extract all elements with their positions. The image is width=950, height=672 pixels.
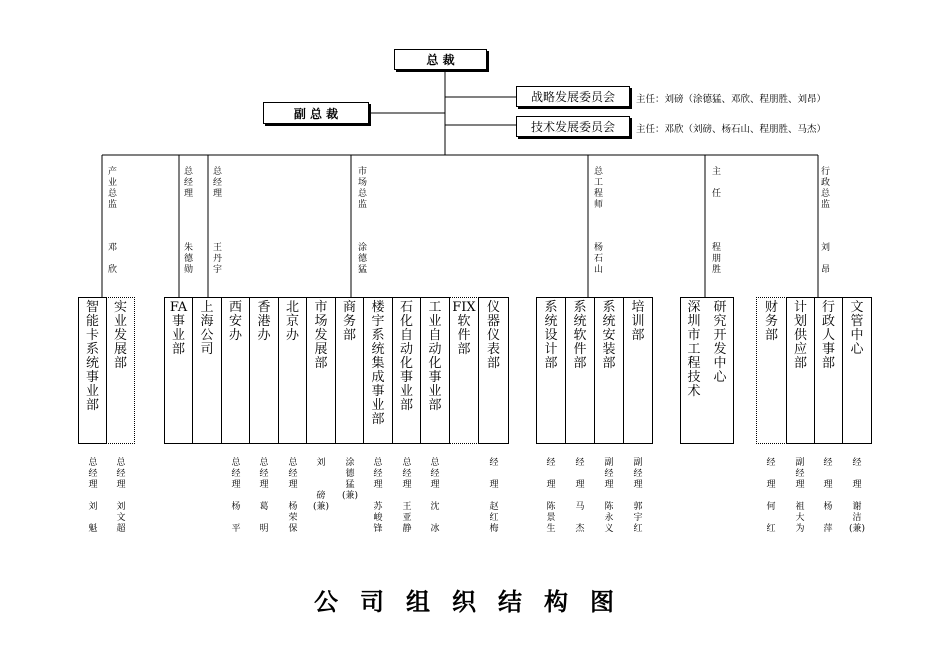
mgr-xian: 总 经 理 杨 平 <box>231 458 241 534</box>
dept-system-design <box>536 297 566 444</box>
dept-label: 文 管 中 心 <box>850 300 864 357</box>
exec-name-gm-2: 王 丹 宇 <box>213 243 223 275</box>
exec-name-gm-1: 朱 德 勋 <box>184 243 194 275</box>
mgr-instruments: 经 理 赵 红 梅 <box>489 458 499 534</box>
vp-label: 副 总 裁 <box>293 106 339 121</box>
dept-admin-hr <box>814 297 843 444</box>
mgr-beijing: 总 经 理 杨 荣 保 <box>288 458 298 534</box>
dept-label: 商 务 部 <box>342 300 356 343</box>
dept-finance <box>756 297 787 444</box>
mgr-system-design: 经 理 陈 景 生 <box>546 458 556 534</box>
dept-market-dev <box>306 297 336 444</box>
dept-system-install <box>594 297 624 444</box>
dept-petrochem <box>392 297 421 444</box>
mgr-building-systems: 总 经 理 苏 峻 锋 <box>373 458 383 534</box>
dept-label: 智 能 卡 系 统 事 业 部 <box>85 300 99 413</box>
tech-committee-chair: 主任：邓欣（刘磅、杨石山、程朋胜、马杰） <box>636 124 827 135</box>
exec-name-marketing: 涂 德 猛 <box>358 243 368 275</box>
dept-label: 工 业 自 动 化 事 业 部 <box>428 300 442 413</box>
exec-title-chief-engineer: 总 工 程 师 <box>594 167 604 210</box>
dept-label: 系 统 安 装 部 <box>602 300 616 371</box>
dept-label: 楼 宇 系 统 集 成 事 业 部 <box>371 300 385 427</box>
dept-label: 实 业 发 展 部 <box>113 300 127 371</box>
dept-xian <box>221 297 250 444</box>
ceo-label: 总 裁 <box>426 53 455 67</box>
dept-shanghai <box>192 297 222 444</box>
exec-title-admin: 行 政 总 监 <box>821 167 831 210</box>
mgr-document-center: 经 理 谢 洁 (兼) <box>848 458 866 534</box>
dept-label: 香 港 办 <box>257 300 271 343</box>
vp-box <box>263 102 369 124</box>
dept-label: 行 政 人 事 部 <box>821 300 835 371</box>
mgr-petrochem: 总 经 理 王 亚 静 <box>402 458 412 534</box>
dept-label: 仪 器 仪 表 部 <box>486 300 500 371</box>
dept-label: FIX 软 件 部 <box>452 300 476 357</box>
dept-smartcard <box>78 297 107 444</box>
mgr-planning-supply: 副 经 理 祖 大 为 <box>795 458 805 534</box>
ceo-box <box>394 49 487 70</box>
dept-industrial-automation <box>420 297 450 444</box>
dept-label: 上 海 公 司 <box>200 300 214 357</box>
dept-label: 北 京 办 <box>285 300 299 343</box>
tech-committee-label: 技术发展委员会 <box>530 120 615 134</box>
strategy-committee-box <box>516 86 630 107</box>
dept-label: 市 场 发 展 部 <box>314 300 328 371</box>
dept-industrial-dev <box>106 297 135 444</box>
dept-label: 系 统 设 计 部 <box>544 300 558 371</box>
exec-name-admin: 刘 昂 <box>821 243 831 275</box>
exec-name-director: 程 朋 胜 <box>712 243 722 275</box>
mgr-industrial-automation: 总 经 理 沈 冰 <box>430 458 440 534</box>
page-title: 公司组织结构图 <box>314 588 636 616</box>
mgr-admin-hr: 经 理 杨 萍 <box>823 458 833 534</box>
mgr-finance: 经 理 何 红 <box>766 458 776 534</box>
dept-fa <box>164 297 193 444</box>
dept-business <box>335 297 364 444</box>
mgr-smartcard: 总 经 理 刘 魁 <box>88 458 98 534</box>
dept-label: 石 化 自 动 化 事 业 部 <box>399 300 413 413</box>
mgr-hongkong: 总 经 理 葛 明 <box>259 458 269 534</box>
mgr-system-install: 副 经 理 陈 永 义 <box>604 458 614 534</box>
exec-title-gm-1: 总 经 理 <box>184 167 194 199</box>
dept-beijing <box>278 297 307 444</box>
dept-system-software <box>565 297 595 444</box>
dept-instruments <box>478 297 509 444</box>
dept-label: 系 统 软 件 部 <box>573 300 587 371</box>
exec-title-industry: 产 业 总 监 <box>108 167 118 210</box>
mgr-industrial-dev: 总 经 理 刘 文 超 <box>116 458 126 534</box>
dept-rd-center <box>680 297 734 444</box>
mgr-business: 涂 德 猛 (兼) <box>341 458 359 501</box>
exec-title-marketing: 市 场 总 监 <box>358 167 368 210</box>
dept-label: FA 事 业 部 <box>169 300 188 357</box>
dept-label-left: 深 圳 市 工 程 技 术 <box>687 300 701 399</box>
dept-label: 西 安 办 <box>228 300 242 343</box>
exec-name-industry: 邓 欣 <box>108 243 118 275</box>
exec-title-gm-2: 总 经 理 <box>213 167 223 199</box>
dept-label: 计 划 供 应 部 <box>793 300 807 371</box>
strategy-committee-label: 战略发展委员会 <box>530 90 615 104</box>
mgr-system-software: 经 理 马 杰 <box>575 458 585 534</box>
exec-title-director: 主 任 <box>712 167 722 199</box>
dept-fix-software <box>449 297 479 444</box>
tech-committee-box <box>516 116 630 137</box>
exec-name-chief-engineer: 杨 石 山 <box>594 243 604 275</box>
dept-training <box>623 297 653 444</box>
mgr-training: 副 经 理 郭 宇 红 <box>633 458 643 534</box>
dept-hongkong <box>249 297 279 444</box>
dept-planning-supply <box>786 297 815 444</box>
dept-label-right: 研 究 开 发 中 心 <box>713 300 727 385</box>
dept-document-center <box>842 297 872 444</box>
mgr-market-dev: 刘 磅 (兼) <box>312 458 330 512</box>
dept-label: 财 务 部 <box>764 300 778 343</box>
dept-building-systems <box>363 297 393 444</box>
dept-label: 培 训 部 <box>631 300 645 343</box>
strategy-committee-chair: 主任：刘磅（涂德猛、邓欣、程朋胜、刘昂） <box>636 94 827 105</box>
